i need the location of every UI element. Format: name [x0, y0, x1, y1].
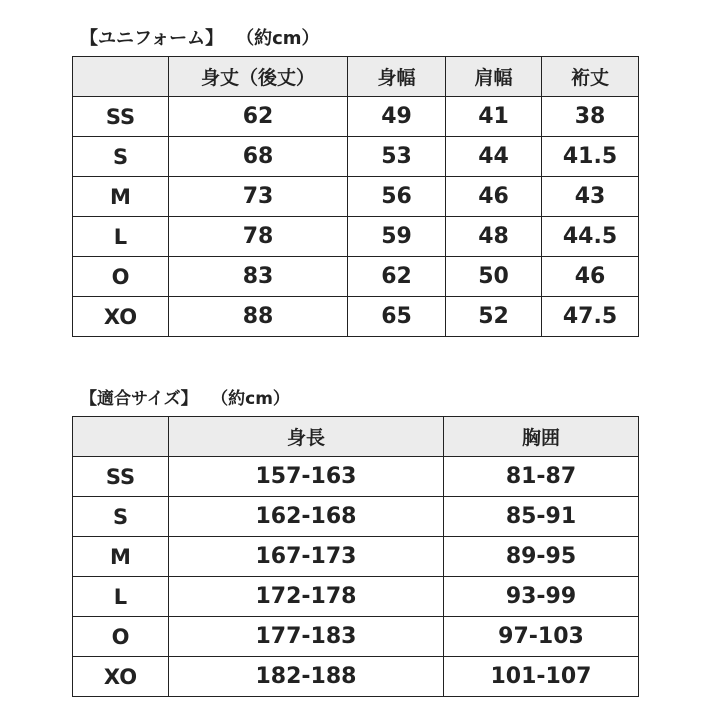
value-cell: 157-163	[169, 457, 444, 497]
value-cell: 88	[169, 297, 348, 337]
value-cell: 101-107	[444, 657, 639, 697]
size-cell: O	[73, 617, 169, 657]
header-chest: 胸囲	[444, 417, 639, 457]
table-row	[73, 297, 639, 337]
value-cell: 65	[348, 297, 446, 337]
table-row	[73, 457, 639, 497]
value-cell: 89-95	[444, 537, 639, 577]
size-cell: SS	[73, 457, 169, 497]
value-cell: 62	[348, 257, 446, 297]
fit-caption	[80, 384, 290, 409]
table-row	[73, 537, 639, 577]
uniform-size-table	[72, 56, 639, 337]
value-cell: 46	[542, 257, 639, 297]
value-cell: 78	[169, 217, 348, 257]
size-cell: M	[73, 177, 169, 217]
table-row	[73, 497, 639, 537]
fit-unit: （約cm）	[219, 389, 290, 409]
value-cell: 162-168	[169, 497, 444, 537]
value-cell: 48	[446, 217, 542, 257]
size-cell: SS	[73, 97, 169, 137]
table-row	[73, 137, 639, 177]
size-cell: L	[73, 217, 169, 257]
value-cell: 68	[169, 137, 348, 177]
value-cell: 167-173	[169, 537, 444, 577]
value-cell: 41.5	[542, 137, 639, 177]
value-cell: 49	[348, 97, 446, 137]
value-cell: 81-87	[444, 457, 639, 497]
size-cell: L	[73, 577, 169, 617]
header-cell-blank	[73, 57, 169, 97]
value-cell: 177-183	[169, 617, 444, 657]
value-cell: 50	[446, 257, 542, 297]
value-cell: 53	[348, 137, 446, 177]
header-sleeve-length: 裄丈	[542, 57, 639, 97]
size-cell: XO	[73, 297, 169, 337]
value-cell: 41	[446, 97, 542, 137]
value-cell: 62	[169, 97, 348, 137]
uniform-title: 【ユニフォーム】	[80, 28, 224, 49]
value-cell: 182-188	[169, 657, 444, 697]
header-body-length: 身丈（後丈）	[169, 57, 348, 97]
header-height: 身長	[169, 417, 444, 457]
size-cell: XO	[73, 657, 169, 697]
value-cell: 38	[542, 97, 639, 137]
uniform-caption	[80, 24, 320, 50]
table-row	[73, 177, 639, 217]
value-cell: 44	[446, 137, 542, 177]
value-cell: 59	[348, 217, 446, 257]
value-cell: 85-91	[444, 497, 639, 537]
value-cell: 93-99	[444, 577, 639, 617]
table-row	[73, 617, 639, 657]
value-cell: 52	[446, 297, 542, 337]
header-body-width: 身幅	[348, 57, 446, 97]
value-cell: 73	[169, 177, 348, 217]
table-header-row	[73, 57, 639, 97]
table-row	[73, 217, 639, 257]
fit-title: 【適合サイズ】	[80, 389, 198, 409]
value-cell: 172-178	[169, 577, 444, 617]
size-cell: S	[73, 137, 169, 177]
value-cell: 46	[446, 177, 542, 217]
value-cell: 44.5	[542, 217, 639, 257]
fit-size-table	[72, 416, 639, 697]
table-row	[73, 577, 639, 617]
value-cell: 83	[169, 257, 348, 297]
table-row	[73, 657, 639, 697]
table-row	[73, 97, 639, 137]
table-header-row	[73, 417, 639, 457]
size-cell: O	[73, 257, 169, 297]
value-cell: 47.5	[542, 297, 639, 337]
table-row	[73, 257, 639, 297]
value-cell: 97-103	[444, 617, 639, 657]
value-cell: 43	[542, 177, 639, 217]
uniform-unit: （約cm）	[245, 28, 320, 49]
header-shoulder-width: 肩幅	[446, 57, 542, 97]
size-cell: S	[73, 497, 169, 537]
header-cell-blank	[73, 417, 169, 457]
size-cell: M	[73, 537, 169, 577]
value-cell: 56	[348, 177, 446, 217]
